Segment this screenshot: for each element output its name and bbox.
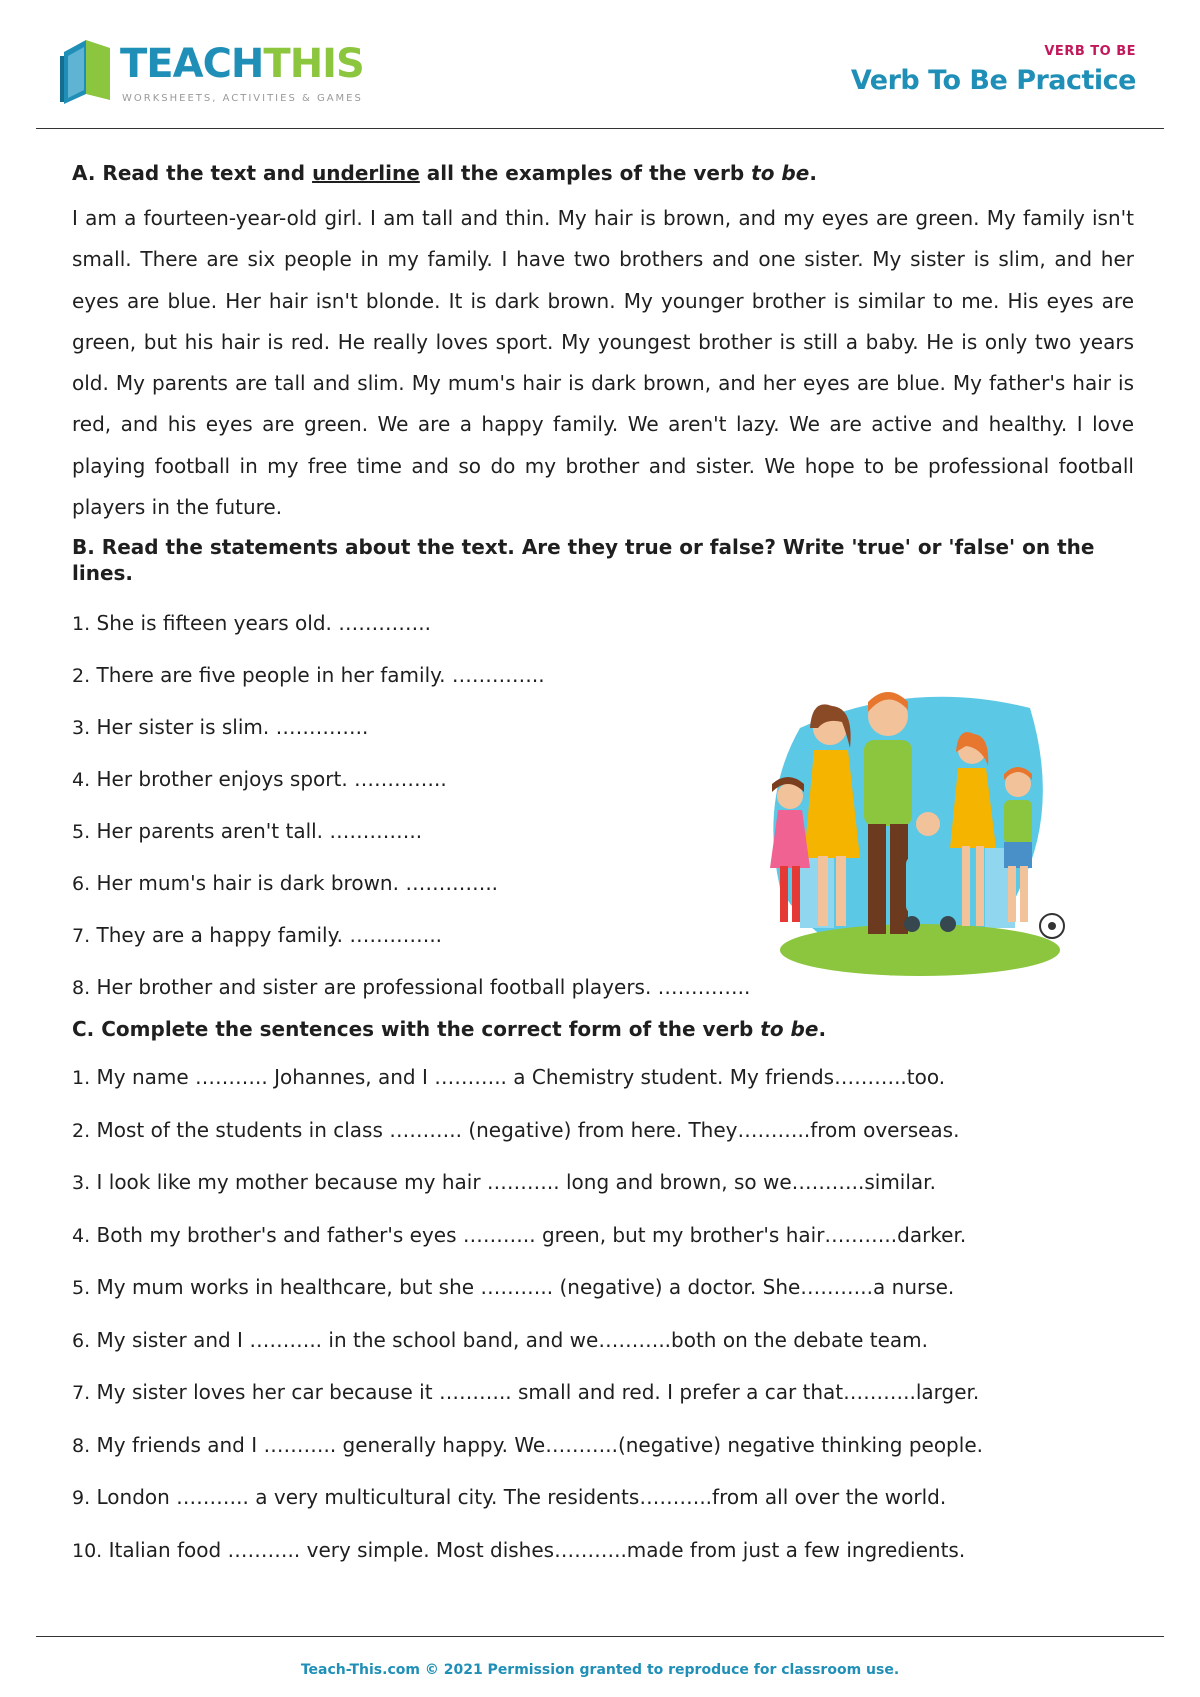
statement-text: Her parents aren't tall. ………….. <box>96 819 423 844</box>
underline-keyword: underline <box>312 161 420 185</box>
reading-passage: I am a fourteen-year-old girl. I am tall and thin. My hair is brown, and my eyes are green. My family isn't small. There are six people in my family. I have two brothers and one sister. My sister is slim, and her eyes are blue. Her hair isn't blonde. It is dark brown. My younger brother is similar to me. His eyes are green, but his hair is red. He really loves sport. My youngest brother is still a baby. He is only two years old. My parents are tall and slim. My mum's hair is dark brown, and her eyes are blue. My father's hair is red, and his eyes are green. We are a happy family. We aren't lazy. We are active and healthy. I love playing football in my free time and so do my brother and sister. We hope to be professional football players in the future. <box>72 206 1134 520</box>
gap-fill-text: My friends and I ……….. generally happy. We………..(negative) negative thinking people. <box>96 1432 983 1457</box>
gap-fill-text: London ……….. a very multicultural city. The residents………..from all over the world. <box>96 1485 947 1510</box>
gap-fill-item <box>72 1052 1134 1105</box>
item-number: 4. <box>72 769 91 792</box>
section-c-instruction-start: C. Complete the sentences with the correct form of the verb <box>72 1017 754 1042</box>
section-c-instruction-end: . <box>818 1017 827 1042</box>
statement-text: They are a happy family. ………….. <box>96 923 443 948</box>
item-number: 8. <box>72 1434 91 1457</box>
logo-wordmark-teach: TEACH <box>120 41 264 87</box>
gap-fill-item <box>72 1472 1134 1525</box>
statement-text: Her brother enjoys sport. ………….. <box>96 767 447 792</box>
gap-fill-item <box>72 1367 1134 1420</box>
item-number: 3. <box>72 717 91 740</box>
item-number: 1. <box>72 1067 91 1090</box>
statement-text: Her mum's hair is dark brown. ………….. <box>96 871 499 896</box>
footer-copyright: Teach-This.com © 2021 Permission granted to reproduce for classroom use. <box>300 1662 900 1678</box>
header-kicker: VERB TO BE <box>1044 44 1136 59</box>
gap-fill-text: My mum works in healthcare, but she ……….. (negative) a doctor. She………..a nurse. <box>96 1275 955 1300</box>
item-number: 6. <box>72 1329 91 1352</box>
item-number: 1. <box>72 613 91 636</box>
statement-text: Her sister is slim. ………….. <box>96 715 369 740</box>
true-false-item <box>72 598 1134 650</box>
section-a-instruction-start: Read the text and <box>102 161 306 185</box>
item-number: 7. <box>72 925 91 948</box>
item-number: 5. <box>72 821 91 844</box>
gap-fill-item <box>72 1420 1134 1473</box>
statement-text: Her brother and sister are professional football players. ………….. <box>96 975 751 1000</box>
item-number: 2. <box>72 665 91 688</box>
gap-fill-item <box>72 1210 1134 1263</box>
section-a-instruction-end: . <box>809 161 817 185</box>
gap-fill-item <box>72 1315 1134 1368</box>
item-number: 10. <box>72 1539 103 1562</box>
gap-fill-text: Italian food ……….. very simple. Most dishes………..made from just a few ingredients. <box>108 1537 966 1562</box>
gap-fill-text: I look like my mother because my hair ……….. long and brown, so we………..similar. <box>96 1170 936 1195</box>
gap-fill-item <box>72 1525 1134 1578</box>
item-number: 9. <box>72 1487 91 1510</box>
gap-fill-text: Both my brother's and father's eyes ……….. green, but my brother's hair………..darker. <box>96 1222 967 1247</box>
book-logo-icon <box>56 36 116 106</box>
logo-wordmark-this: THIS <box>263 41 364 87</box>
item-number: 2. <box>72 1119 91 1142</box>
section-a-instruction-mid: all the examples of the verb <box>426 161 745 185</box>
item-number: 7. <box>72 1382 91 1405</box>
header-divider <box>36 128 1164 129</box>
worksheet-title: Verb To Be Practice <box>850 65 1136 96</box>
statement-text: There are five people in her family. ………….. <box>96 663 545 688</box>
section-a-label: A. <box>72 161 96 185</box>
verb-to-be-italic: to be <box>760 1017 819 1042</box>
logo-wordmark <box>120 40 364 88</box>
section-c-instruction <box>72 1016 1134 1042</box>
verb-to-be-italic: to be <box>751 161 810 185</box>
family-illustration <box>760 688 1070 988</box>
item-number: 3. <box>72 1172 91 1195</box>
item-number: 5. <box>72 1277 91 1300</box>
item-number: 6. <box>72 873 91 896</box>
gap-fill-list <box>72 1052 1134 1577</box>
gap-fill-text: My sister and I ……….. in the school band, and we………..both on the debate team. <box>96 1327 928 1352</box>
gap-fill-item <box>72 1262 1134 1315</box>
gap-fill-text: My sister loves her car because it ……….. small and red. I prefer a car that………..larger. <box>96 1380 980 1405</box>
header-titles <box>851 44 1136 96</box>
item-number: 8. <box>72 977 91 1000</box>
item-number: 4. <box>72 1224 91 1247</box>
statement-text: She is fifteen years old. ………….. <box>96 611 431 636</box>
gap-fill-item <box>72 1105 1134 1158</box>
gap-fill-item <box>72 1157 1134 1210</box>
gap-fill-text: My name ……….. Johannes, and I ……….. a Chemistry student. My friends………..too. <box>96 1065 946 1090</box>
gap-fill-text: Most of the students in class ……….. (negative) from here. They………..from overseas. <box>96 1117 960 1142</box>
footer-divider <box>36 1636 1164 1637</box>
teach-this-logo <box>56 36 364 112</box>
logo-tagline: WORKSHEETS, ACTIVITIES & GAMES <box>122 93 363 104</box>
section-a-instruction <box>72 160 1134 186</box>
section-b-instruction: B. Read the statements about the text. Are they true or false? Write 'true' or 'false' on the lines. <box>72 535 1095 586</box>
